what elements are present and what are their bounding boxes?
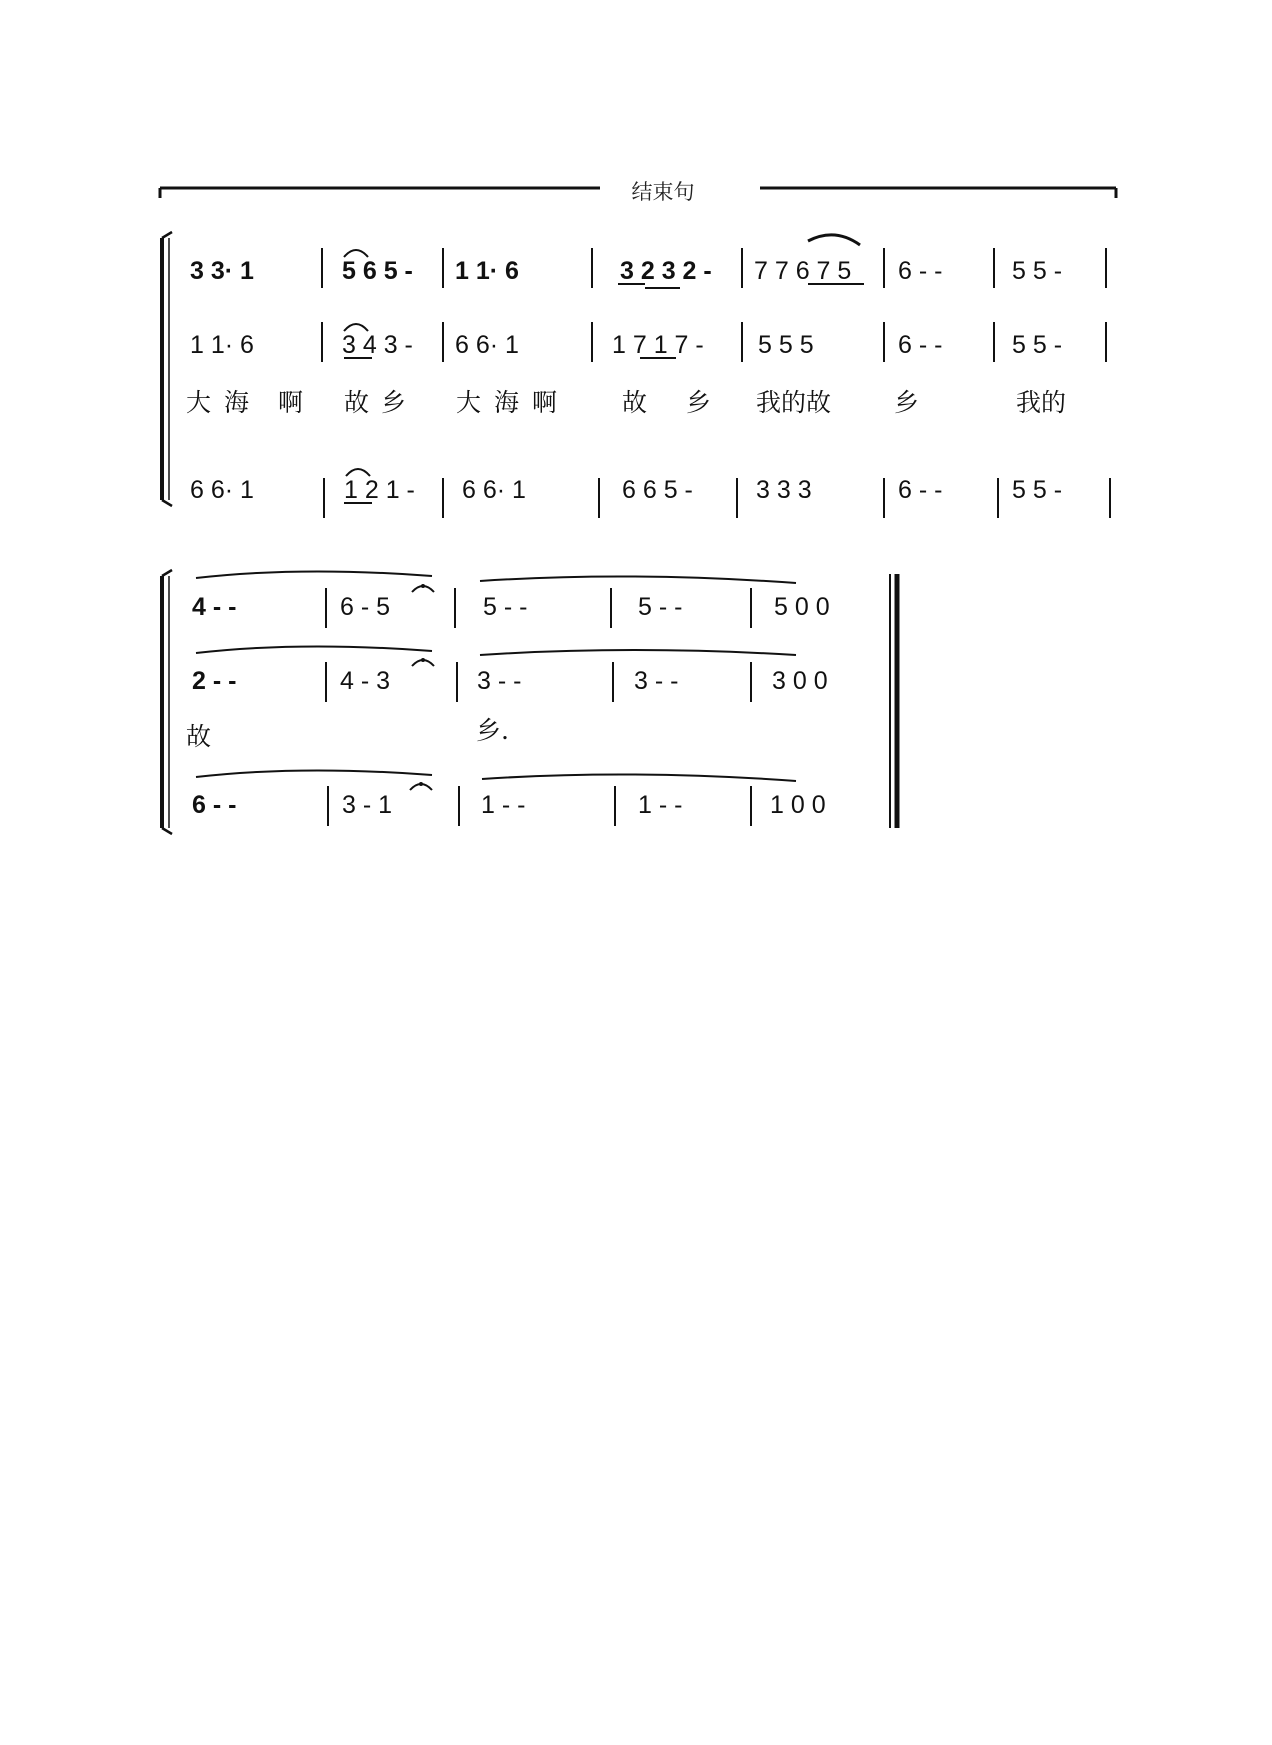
- measure-5: 3 3 3: [756, 476, 812, 504]
- measure-4: 1 - -: [638, 791, 683, 819]
- lyric: 乡: [894, 388, 920, 417]
- lyric: 乡: [381, 388, 407, 417]
- measure-6: 6 - -: [898, 331, 943, 359]
- system-2-voice-2: [192, 658, 828, 695]
- measure-5: 1 0 0: [770, 791, 826, 819]
- system-2-brace: [162, 570, 172, 834]
- system-2-voice-1: [192, 584, 830, 621]
- measure-3: 5 - -: [483, 593, 528, 621]
- measure-1: 6 - -: [192, 791, 237, 819]
- system-1-lyrics: [186, 388, 1066, 417]
- lyric: 乡.: [476, 716, 509, 745]
- measure-3: 1 1· 6: [455, 257, 519, 285]
- lyric: 故: [622, 388, 648, 417]
- lyric: 我的: [1016, 388, 1067, 417]
- measure-4: 5 - -: [638, 593, 683, 621]
- lyric: 啊: [278, 388, 304, 417]
- lyric: 故: [344, 388, 370, 417]
- measure-2: 3 4 3 -: [342, 331, 413, 359]
- measure-5: 7 7 6 7 5: [754, 257, 852, 285]
- system-1-brace: [162, 232, 172, 506]
- measure-4: 1 7 1 7 -: [612, 331, 704, 359]
- measure-1: 1 1· 6: [190, 331, 254, 359]
- measure-2: 6 - 5: [340, 593, 391, 621]
- measure-1: 4 - -: [192, 593, 237, 621]
- measure-7: 5 5 -: [1012, 257, 1063, 285]
- lyric: 海: [494, 388, 520, 417]
- measure-3: 6 6· 1: [462, 476, 526, 504]
- section-label: 结束句: [631, 180, 695, 204]
- lyric: 故: [186, 722, 212, 751]
- lyric: 啊: [532, 388, 558, 417]
- measure-6: 6 - -: [898, 476, 943, 504]
- system-1-barlines: [322, 248, 1110, 518]
- measure-7: 5 5 -: [1012, 476, 1063, 504]
- measure-4: 3 2 3 2 -: [620, 257, 712, 285]
- measure-6: 6 - -: [898, 257, 943, 285]
- system-1-voice-3: [190, 469, 1062, 504]
- measure-1: 6 6· 1: [190, 476, 254, 504]
- lyric: 大: [186, 388, 212, 417]
- measure-4: 3 - -: [634, 667, 679, 695]
- lyric: 海: [224, 388, 250, 417]
- measure-3: 3 - -: [477, 667, 522, 695]
- system-2-voice-3: [192, 782, 826, 819]
- system-2-lyrics: [186, 716, 509, 751]
- measure-2: 1 2 1 -: [344, 476, 415, 504]
- measure-1: 2 - -: [192, 667, 237, 695]
- measure-2: 3 - 1: [342, 791, 393, 819]
- system-1-voice-2: [190, 324, 1062, 359]
- measure-5: 5 5 5: [758, 331, 814, 359]
- system-1-voice-1: [190, 235, 1062, 288]
- measure-7: 5 5 -: [1012, 331, 1063, 359]
- final-double-barline: [890, 574, 897, 828]
- measure-5: 3 0 0: [772, 667, 828, 695]
- measure-5: 5 0 0: [774, 593, 830, 621]
- measure-4: 6 6 5 -: [622, 476, 693, 504]
- measure-3: 1 - -: [481, 791, 526, 819]
- lyric: 乡: [686, 388, 712, 417]
- measure-2: 4 - 3: [340, 667, 391, 695]
- lyric: 我的故: [756, 388, 832, 417]
- measure-2: 5 6 5 -: [342, 257, 413, 285]
- measure-3: 6 6· 1: [455, 331, 519, 359]
- measure-1: 3 3· 1: [190, 257, 254, 285]
- lyric: 大: [456, 388, 482, 417]
